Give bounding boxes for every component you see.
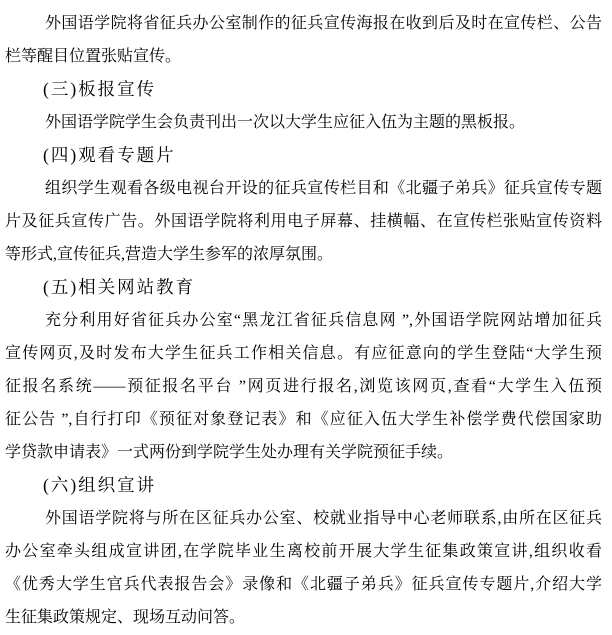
text-line: 片及征兵宣传广告。外国语学院将利用电子屏幕、挂横幅、在宣传栏张贴宣传资料: [5, 213, 602, 230]
text-line: 外国语学院将省征兵办公室制作的征兵宣传海报在收到后及时在宣传栏、公告: [45, 15, 602, 32]
text-line: 外国语学院学生会负责刊出一次以大学生应征入伍为主题的黑板报。: [45, 114, 526, 131]
text-line: 学贷款申请表》一式两份到学院学生处办理有关学院预征手续。: [5, 444, 454, 461]
section-heading-text: (五)相关网站教育: [43, 277, 196, 297]
section-heading-text: (四)观看专题片: [43, 145, 176, 165]
text-line: 栏等醒目位置张贴宣传。: [5, 48, 182, 65]
paragraph: [5, 304, 602, 469]
text-line: 《优秀大学生官兵代表报告会》录像和《北疆子弟兵》征兵宣传专题片,介绍大学: [5, 576, 602, 593]
paragraph: [5, 7, 602, 73]
text-line: 办公室牵头组成宣讲团,在学院毕业生离校前开展大学生征集政策宣讲,组织收看: [5, 543, 602, 560]
section-heading-text: (六)组织宣讲: [43, 475, 157, 495]
section-heading: [5, 469, 602, 502]
document-body: [5, 7, 602, 634]
text-line: 等形式,宣传征兵,营造大学生参军的浓厚氛围。: [5, 246, 334, 263]
text-line: 外国语学院将与所在区征兵办公室、校就业指导中心老师联系,由所在区征兵: [45, 510, 602, 527]
section-heading: [5, 271, 602, 304]
section-heading: [5, 139, 602, 172]
text-line: 组织学生观看各级电视台开设的征兵宣传栏目和《北疆子弟兵》征兵宣传专题: [45, 180, 602, 197]
section-heading: [5, 73, 602, 106]
section-heading-text: (三)板报宣传: [43, 79, 157, 99]
paragraph: [5, 172, 602, 271]
text-line: 征公告 ”,自行打印《预征对象登记表》和《应征入伍大学生补偿学费代偿国家助: [5, 411, 602, 428]
text-line: 生征集政策规定、现场互动问答。: [5, 609, 246, 626]
text-line: 宣传网页,及时发布大学生征兵工作相关信息。有应征意向的学生登陆“大学生预: [5, 345, 602, 362]
paragraph: [5, 502, 602, 634]
text-line: 征报名系统——预征报名平台 ”网页进行报名,浏览该网页,查看“大学生入伍预: [5, 378, 602, 395]
paragraph: [5, 106, 602, 139]
text-line: 充分利用好省征兵办公室“黑龙江省征兵信息网 ”,外国语学院网站增加征兵: [45, 312, 602, 329]
